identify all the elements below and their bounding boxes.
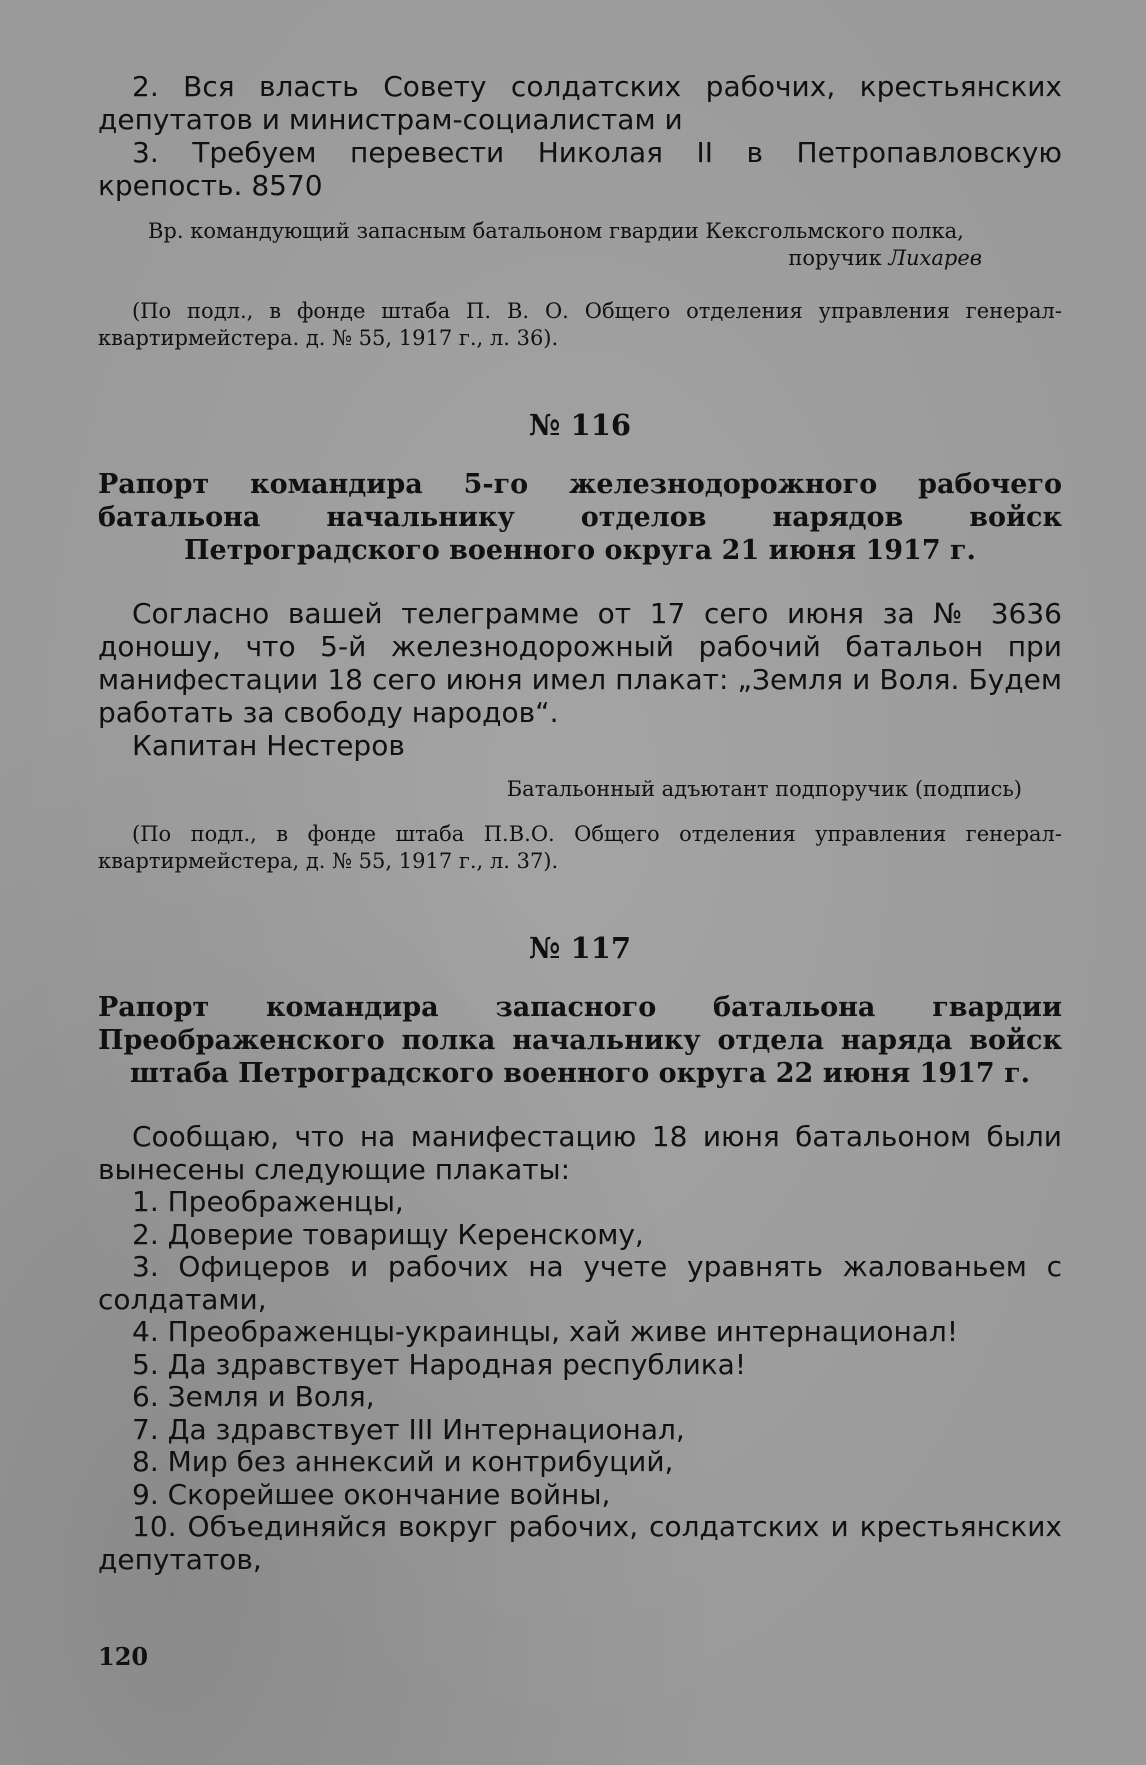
list-item: 5. Да здравствует Народная республика! [132,1347,747,1381]
list-item: 10. Объединяйся вокруг рабочих, солдатских и крестьянских депутатов, [98,1510,1062,1576]
signature-name: Лихарев [888,246,982,270]
signature-block [98,218,1062,272]
page-number: 120 [98,1642,149,1671]
doc117-intro: Сообщаю, что на манифестацию 18 июня батальоном были вынесены следующие плакаты: [98,1120,1062,1186]
doc-number-117: № 117 [528,931,632,965]
doc116-body: Согласно вашей телеграмме от 17 сего июня за № 3636 доношу, что 5-й железнодорожный рабочий батальон при манифестации 18 сего июня имел плакат: „Земля и Воля. Будем работать за свободу народов“. [98,597,1062,729]
doc116-adjutant: Батальонный адъютант подпоручик (подпись) [506,777,1022,801]
signature-line [148,245,1062,272]
doc-number-116: № 116 [528,408,632,442]
list-item: 6. Земля и Воля, [132,1380,375,1413]
signature-rank: поручик [788,246,882,270]
list-item: 9. Скорейшее окончание войны, [132,1477,611,1511]
list-item: 8. Мир без аннексий и контрибуций, [132,1445,674,1478]
page-content [98,70,1062,1576]
list-item: 1. Преображенцы, [132,1185,404,1218]
signature-title: Вр. командующий запасным батальоном гвардии Кексгольмского полка, [148,219,964,243]
list-item: 2. Доверие товарищу Керенскому, [132,1217,644,1251]
intro-item-2: 2. Вся власть Совету солдатских рабочих, крестьянских депутатов и министрам-социалистам и [98,70,1062,136]
source-note-2: (По подл., в фонде штаба П.В.О. Общего отделения управления генерал-квартирмейстера, д. № 55, 1917 г., л. 37). [98,822,1062,873]
list-item: 7. Да здравствует III Интернационал, [132,1412,685,1446]
placard-list [98,1186,1062,1576]
doc-title-116: Рапорт командира 5-го железнодорожного рабочего батальона начальнику отделов нарядов войск Петроградского военного округа 21 июня 1917 г. [98,469,1062,566]
list-item: 4. Преображенцы-украинцы, хай живе интернационал! [132,1315,959,1348]
doc116-signer: Капитан Нестеров [132,729,405,762]
list-item: 3. Офицеров и рабочих на учете уравнять жалованьем с солдатами, [98,1250,1062,1316]
source-note-1: (По подл., в фонде штаба П. В. О. Общего отделения управления генерал-квартирмейстера. д. № 55, 1917 г., л. 36). [98,299,1062,350]
doc-title-117: Рапорт командира запасного батальона гвардии Преображенского полка начальнику отдела наряда войск штаба Петроградского военного округа 22 июня 1917 г. [98,992,1062,1089]
intro-item-3: 3. Требуем перевести Николая II в Петропавловскую крепость. 8570 [98,136,1062,202]
